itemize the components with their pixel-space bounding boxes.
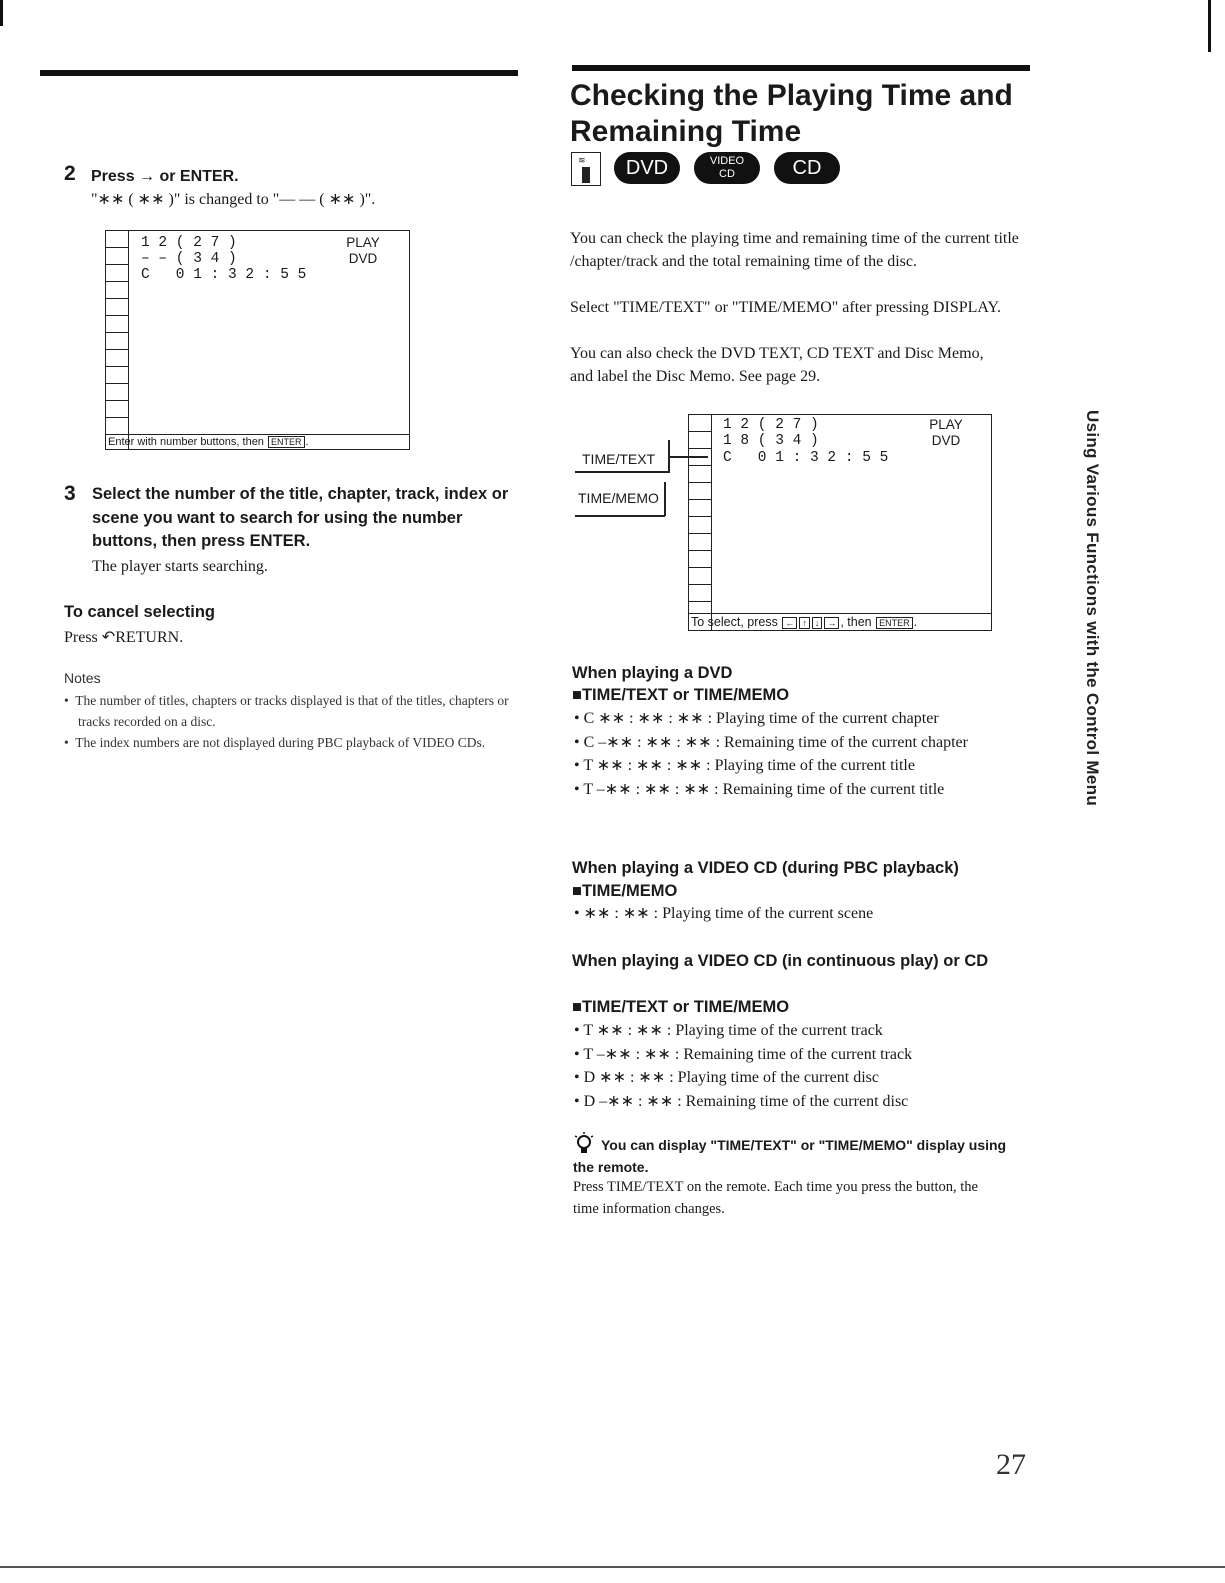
time-text-underline	[575, 471, 670, 473]
notes-heading: Notes	[64, 670, 101, 686]
list-item: • T –∗∗ : ∗∗ : Remaining time of the current track	[574, 1045, 913, 1063]
dvd-section-heading: When playing a DVD	[572, 664, 733, 682]
vcd-cont-heading: When playing a VIDEO CD (in continuous play) or CD	[572, 952, 989, 970]
tip-text: Press TIME/TEXT on the remote. Each time you press the button, the time information changes.	[573, 1179, 978, 1217]
chapter-number-line: 1 8 ( 3 4 )	[723, 433, 819, 449]
arrow-keys-icon: ← ↑ ↓ →	[781, 615, 840, 629]
list-item: • ∗∗ : ∗∗ : Playing time of the current scene	[574, 905, 874, 922]
top-rule-left	[40, 70, 518, 76]
list-item: • T ∗∗ : ∗∗ : ∗∗ : Playing time of the current title	[574, 757, 915, 774]
select-text: Select "TIME/TEXT" or "TIME/MEMO" after pressing DISPLAY.	[570, 299, 1001, 316]
time-memo-label: TIME/MEMO	[578, 490, 659, 506]
dvd-badge-icon: DVD	[614, 152, 680, 184]
time-memo-underline	[575, 515, 665, 517]
cancel-heading: To cancel selecting	[64, 603, 215, 621]
play-status: PLAY	[929, 417, 963, 432]
list-item: • D ∗∗ : ∗∗ : Playing time of the current disc	[574, 1069, 879, 1086]
vcd-cont-subheading: ■TIME/TEXT or TIME/MEMO	[572, 998, 790, 1016]
step-3-text: The player starts searching.	[92, 558, 268, 575]
footer-instruction: Enter with number buttons, then	[108, 436, 264, 448]
disc-type: DVD	[931, 433, 961, 448]
vcd-cont-list	[574, 1019, 1024, 1113]
menu-icon-column	[106, 231, 129, 449]
video-cd-badge-icon: VIDEO CD	[694, 152, 760, 184]
enter-key-icon: ENTER	[268, 436, 305, 448]
osd-screen-search	[105, 230, 410, 450]
list-item: • D –∗∗ : ∗∗ : Remaining time of the current disc	[574, 1092, 909, 1110]
step-2-heading: Press → or ENTER.	[91, 168, 239, 185]
menu-icon-column	[689, 415, 712, 630]
title-number-line: 1 2 ( 2 7 )	[723, 417, 819, 433]
time-text-label: TIME/TEXT	[582, 451, 656, 467]
osd-screen-time	[688, 414, 992, 631]
right-edge-mark	[1208, 0, 1211, 52]
cancel-text: Press ↶RETURN.	[64, 629, 184, 646]
dvd-time-list	[574, 707, 1024, 801]
play-status: PLAY	[346, 235, 380, 250]
list-item: • C ∗∗ : ∗∗ : ∗∗ : Playing time of the current chapter	[574, 710, 939, 727]
vcd-pbc-subheading: ■TIME/MEMO	[572, 882, 678, 900]
top-rule-right	[572, 65, 1030, 71]
dvd-section-subheading: ■TIME/TEXT or TIME/MEMO	[572, 686, 790, 704]
footer-instruction: To select, press	[691, 615, 778, 629]
step-2-text: "∗∗ ( ∗∗ )" is changed to "— — ( ∗∗ )".	[91, 191, 376, 208]
list-item: • C –∗∗ : ∗∗ : ∗∗ : Remaining time of the current chapter	[574, 733, 968, 751]
note-item: • The index numbers are not displayed during PBC playback of VIDEO CDs.	[64, 735, 486, 750]
chapter-side-label: Using Various Functions with the Control Menu	[1083, 410, 1102, 806]
bottom-edge-line	[0, 1566, 1225, 1568]
list-item: • T –∗∗ : ∗∗ : ∗∗ : Remaining time of the current title	[574, 780, 945, 798]
left-edge-mark	[0, 0, 3, 26]
page-title: Checking the Playing Time and Remaining Time	[570, 79, 1013, 148]
time-line: C 0 1 : 3 2 : 5 5	[723, 450, 889, 466]
enter-key-icon: ENTER	[876, 617, 913, 629]
intro-text: You can check the playing time and remaining time of the current title /chapter/track and the total remaining time of the disc.	[570, 230, 1019, 270]
remote-icon: ≋	[571, 152, 601, 186]
notes-list	[64, 690, 519, 753]
disc-type: DVD	[348, 251, 378, 266]
step-2-number: 2	[64, 162, 76, 185]
vcd-pbc-heading: When playing a VIDEO CD (during PBC playback)	[572, 859, 959, 877]
step-3-number: 3	[64, 482, 76, 505]
cd-badge-icon: CD	[774, 152, 840, 184]
vcd-pbc-list	[574, 902, 1024, 926]
page-number: 27	[996, 1448, 1026, 1481]
screen-footer: To select, press ← ↑ ↓ → , then ENTER .	[689, 613, 991, 630]
tip-heading: You can display "TIME/TEXT" or "TIME/MEMO" display using the remote.	[573, 1137, 1007, 1175]
list-item: • T ∗∗ : ∗∗ : Playing time of the current track	[574, 1022, 883, 1039]
time-line: C 0 1 : 3 2 : 5 5	[141, 267, 307, 283]
screen-footer: Enter with number buttons, then ENTER .	[106, 434, 409, 449]
chapter-number-line: – – ( 3 4 )	[141, 251, 237, 267]
note-item: • The number of titles, chapters or tracks displayed is that of the titles, chapters or tracks recorded on a disc.	[64, 693, 509, 729]
step-3-heading: Select the number of the title, chapter, track, index or scene you want to search for using the number buttons, then press ENTER.	[92, 485, 509, 550]
title-number-line: 1 2 ( 2 7 )	[141, 235, 237, 251]
time-memo-pointer	[664, 482, 666, 516]
also-text: You can also check the DVD TEXT, CD TEXT and Disc Memo, and label the Disc Memo. See page 29.	[570, 345, 984, 385]
